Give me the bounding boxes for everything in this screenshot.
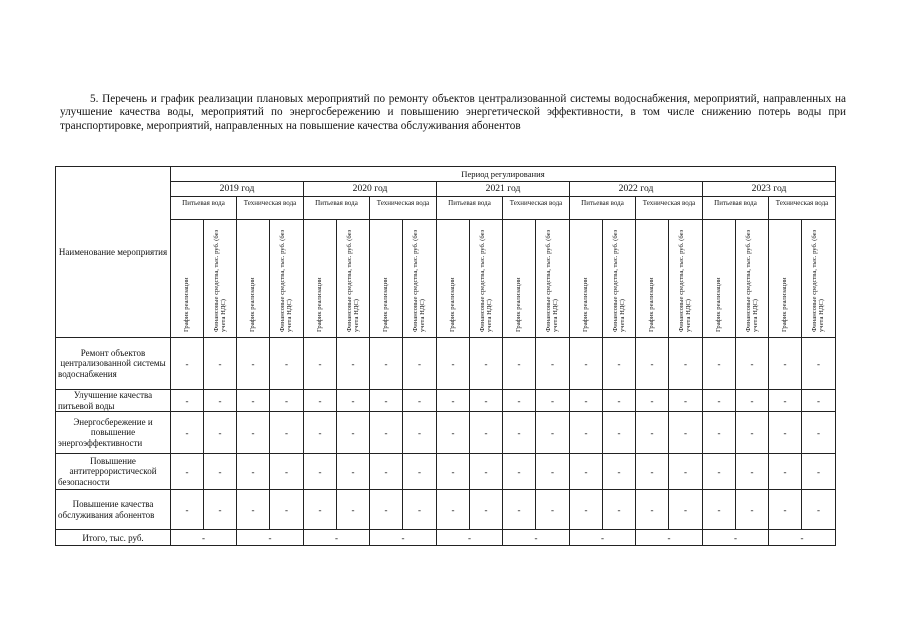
year-header: 2019 год xyxy=(171,182,304,197)
table-cell: - xyxy=(237,390,270,412)
table-cell: - xyxy=(370,390,403,412)
column-header-label: График реализации xyxy=(715,277,723,332)
table-cell: - xyxy=(337,412,370,454)
table-row xyxy=(56,412,836,454)
table-cell: - xyxy=(802,412,836,454)
schedule-column-header xyxy=(171,220,204,338)
finance-column-header xyxy=(204,220,237,338)
schedule-column-header xyxy=(304,220,337,338)
table-cell: - xyxy=(370,338,403,390)
total-cell: - xyxy=(503,530,570,546)
table-cell: - xyxy=(171,454,204,490)
column-header-label: График реализации xyxy=(249,277,257,332)
total-row xyxy=(56,530,836,546)
column-header-label: Финансовые средства, тыс. руб. (без учета НДС) xyxy=(744,229,759,332)
table-cell: - xyxy=(669,390,703,412)
table-cell: - xyxy=(636,390,669,412)
column-header-label: График реализации xyxy=(382,277,390,332)
table-cell: - xyxy=(204,412,237,454)
table-cell: - xyxy=(603,338,636,390)
column-header-label: График реализации xyxy=(781,277,789,332)
column-header-label: Финансовые средства, тыс. руб. (без учета НДС) xyxy=(811,229,826,332)
table-cell: - xyxy=(603,390,636,412)
table-cell: - xyxy=(769,412,802,454)
total-label: Итого, тыс. руб. xyxy=(56,530,171,546)
column-header-label: График реализации xyxy=(648,277,656,332)
table-cell: - xyxy=(437,490,470,530)
table-cell: - xyxy=(304,412,337,454)
table-cell: - xyxy=(304,390,337,412)
water-type-header: Техническая вода xyxy=(370,197,437,220)
table-cell: - xyxy=(703,390,736,412)
schedule-column-header xyxy=(503,220,536,338)
year-header: 2020 год xyxy=(304,182,437,197)
table-cell: - xyxy=(270,412,304,454)
table-cell: - xyxy=(437,338,470,390)
year-header: 2023 год xyxy=(703,182,836,197)
total-cell: - xyxy=(237,530,304,546)
table-cell: - xyxy=(802,490,836,530)
table-cell: - xyxy=(736,338,769,390)
table-cell: - xyxy=(703,490,736,530)
column-header-label: График реализации xyxy=(316,277,324,332)
table-cell: - xyxy=(270,390,304,412)
table-cell: - xyxy=(669,412,703,454)
table-cell: - xyxy=(570,338,603,390)
total-cell: - xyxy=(570,530,636,546)
table-cell: - xyxy=(437,454,470,490)
table-cell: - xyxy=(403,490,437,530)
finance-column-header xyxy=(736,220,769,338)
schedule-column-header xyxy=(370,220,403,338)
schedule-column-header xyxy=(636,220,669,338)
table-cell: - xyxy=(171,390,204,412)
total-cell: - xyxy=(370,530,437,546)
table-cell: - xyxy=(403,412,437,454)
table-cell: - xyxy=(802,454,836,490)
table-cell: - xyxy=(503,412,536,454)
finance-column-header xyxy=(337,220,370,338)
name-column-header: Наименование мероприятия xyxy=(56,167,171,338)
activity-name: Улучшение качества питьевой воды xyxy=(56,390,171,412)
finance-column-header xyxy=(669,220,703,338)
table-cell: - xyxy=(570,454,603,490)
activity-name: Энергосбережение и повышение энергоэффективности xyxy=(56,412,171,454)
water-type-header: Питьевая вода xyxy=(171,197,237,220)
table-cell: - xyxy=(603,412,636,454)
table-cell: - xyxy=(403,390,437,412)
activities-table xyxy=(55,166,836,546)
table-cell: - xyxy=(304,454,337,490)
table-cell: - xyxy=(337,338,370,390)
water-type-header: Питьевая вода xyxy=(437,197,503,220)
table-cell: - xyxy=(370,412,403,454)
table-cell: - xyxy=(470,412,503,454)
table-cell: - xyxy=(736,490,769,530)
table-cell: - xyxy=(769,490,802,530)
table-cell: - xyxy=(669,490,703,530)
table-cell: - xyxy=(736,454,769,490)
table-cell: - xyxy=(603,490,636,530)
total-cell: - xyxy=(437,530,503,546)
table-cell: - xyxy=(337,390,370,412)
table-cell: - xyxy=(204,454,237,490)
table-cell: - xyxy=(636,490,669,530)
column-header-label: Финансовые средства, тыс. руб. (без учета НДС) xyxy=(611,229,626,332)
table-cell: - xyxy=(270,454,304,490)
table-cell: - xyxy=(304,338,337,390)
table-cell: - xyxy=(237,412,270,454)
column-header-label: Финансовые средства, тыс. руб. (без учета НДС) xyxy=(478,229,493,332)
table-cell: - xyxy=(204,390,237,412)
table-cell: - xyxy=(171,490,204,530)
table-cell: - xyxy=(270,338,304,390)
column-header-label: Финансовые средства, тыс. руб. (без учета НДС) xyxy=(279,229,294,332)
table-cell: - xyxy=(636,412,669,454)
column-header-label: График реализации xyxy=(582,277,590,332)
table-cell: - xyxy=(703,454,736,490)
table-cell: - xyxy=(669,338,703,390)
finance-column-header xyxy=(802,220,836,338)
table-cell: - xyxy=(769,338,802,390)
section-heading: 5. Перечень и график реализации плановых мероприятий по ремонту объектов централизованной системы водоснабжения, мероприятий, направленных на улучшение качества воды, мероприятий по энергосбережению и повышению энергетической эффективности, в том числе снижению потерь воды при транспортировке, мероприятий, направленных на повышение качества обслуживания абонентов xyxy=(60,93,846,132)
table-cell: - xyxy=(470,338,503,390)
table-cell: - xyxy=(769,454,802,490)
table-cell: - xyxy=(570,412,603,454)
year-header: 2021 год xyxy=(437,182,570,197)
table-cell: - xyxy=(802,338,836,390)
schedule-column-header xyxy=(570,220,603,338)
total-cell: - xyxy=(703,530,769,546)
table-cell: - xyxy=(171,412,204,454)
table-cell: - xyxy=(536,454,570,490)
table-cell: - xyxy=(503,490,536,530)
column-header-label: Финансовые средства, тыс. руб. (без учета НДС) xyxy=(412,229,427,332)
table-cell: - xyxy=(669,454,703,490)
table-cell: - xyxy=(470,390,503,412)
table-cell: - xyxy=(769,390,802,412)
finance-column-header xyxy=(270,220,304,338)
table-cell: - xyxy=(703,338,736,390)
finance-column-header xyxy=(536,220,570,338)
period-header: Период регулирования xyxy=(171,167,836,182)
table-cell: - xyxy=(437,390,470,412)
table-cell: - xyxy=(636,338,669,390)
table-cell: - xyxy=(237,338,270,390)
water-type-header: Техническая вода xyxy=(769,197,836,220)
table-cell: - xyxy=(304,490,337,530)
total-cell: - xyxy=(304,530,370,546)
table-cell: - xyxy=(437,412,470,454)
total-cell: - xyxy=(636,530,703,546)
water-type-header: Питьевая вода xyxy=(304,197,370,220)
table-cell: - xyxy=(503,454,536,490)
table-cell: - xyxy=(736,412,769,454)
table-cell: - xyxy=(270,490,304,530)
schedule-column-header xyxy=(437,220,470,338)
table-cell: - xyxy=(536,390,570,412)
table-cell: - xyxy=(237,490,270,530)
table-cell: - xyxy=(237,454,270,490)
table-cell: - xyxy=(370,490,403,530)
column-header-label: Финансовые средства, тыс. руб. (без учета НДС) xyxy=(545,229,560,332)
table-row xyxy=(56,390,836,412)
table-row xyxy=(56,338,836,390)
table-cell: - xyxy=(403,454,437,490)
table-cell: - xyxy=(603,454,636,490)
activity-name: Повышение антитеррористической безопасности xyxy=(56,454,171,490)
table-cell: - xyxy=(204,338,237,390)
table-cell: - xyxy=(171,338,204,390)
column-header-label: График реализации xyxy=(449,277,457,332)
table-cell: - xyxy=(470,454,503,490)
finance-column-header xyxy=(403,220,437,338)
table-cell: - xyxy=(403,338,437,390)
schedule-column-header xyxy=(237,220,270,338)
table-cell: - xyxy=(337,490,370,530)
schedule-column-header xyxy=(769,220,802,338)
activity-name: Ремонт объектов централизованной системы водоснабжения xyxy=(56,338,171,390)
water-type-header: Питьевая вода xyxy=(703,197,769,220)
water-type-header: Техническая вода xyxy=(503,197,570,220)
table-cell: - xyxy=(536,338,570,390)
table-row xyxy=(56,490,836,530)
water-type-header: Техническая вода xyxy=(237,197,304,220)
column-header-label: График реализации xyxy=(183,277,191,332)
column-header-label: График реализации xyxy=(515,277,523,332)
table-cell: - xyxy=(536,490,570,530)
table-cell: - xyxy=(503,338,536,390)
table-row xyxy=(56,454,836,490)
schedule-column-header xyxy=(703,220,736,338)
table-cell: - xyxy=(802,390,836,412)
finance-column-header xyxy=(603,220,636,338)
table-cell: - xyxy=(470,490,503,530)
table-cell: - xyxy=(204,490,237,530)
table-cell: - xyxy=(736,390,769,412)
table-cell: - xyxy=(370,454,403,490)
total-cell: - xyxy=(171,530,237,546)
water-type-header: Питьевая вода xyxy=(570,197,636,220)
table-cell: - xyxy=(636,454,669,490)
column-header-label: Финансовые средства, тыс. руб. (без учета НДС) xyxy=(212,229,227,332)
table-cell: - xyxy=(337,454,370,490)
year-header: 2022 год xyxy=(570,182,703,197)
water-type-header: Техническая вода xyxy=(636,197,703,220)
finance-column-header xyxy=(470,220,503,338)
table-cell: - xyxy=(703,412,736,454)
column-header-label: Финансовые средства, тыс. руб. (без учета НДС) xyxy=(345,229,360,332)
total-cell: - xyxy=(769,530,836,546)
table-cell: - xyxy=(536,412,570,454)
table-cell: - xyxy=(570,490,603,530)
activity-name: Повышение качества обслуживания абонентов xyxy=(56,490,171,530)
table-cell: - xyxy=(570,390,603,412)
table-cell: - xyxy=(503,390,536,412)
column-header-label: Финансовые средства, тыс. руб. (без учета НДС) xyxy=(678,229,693,332)
